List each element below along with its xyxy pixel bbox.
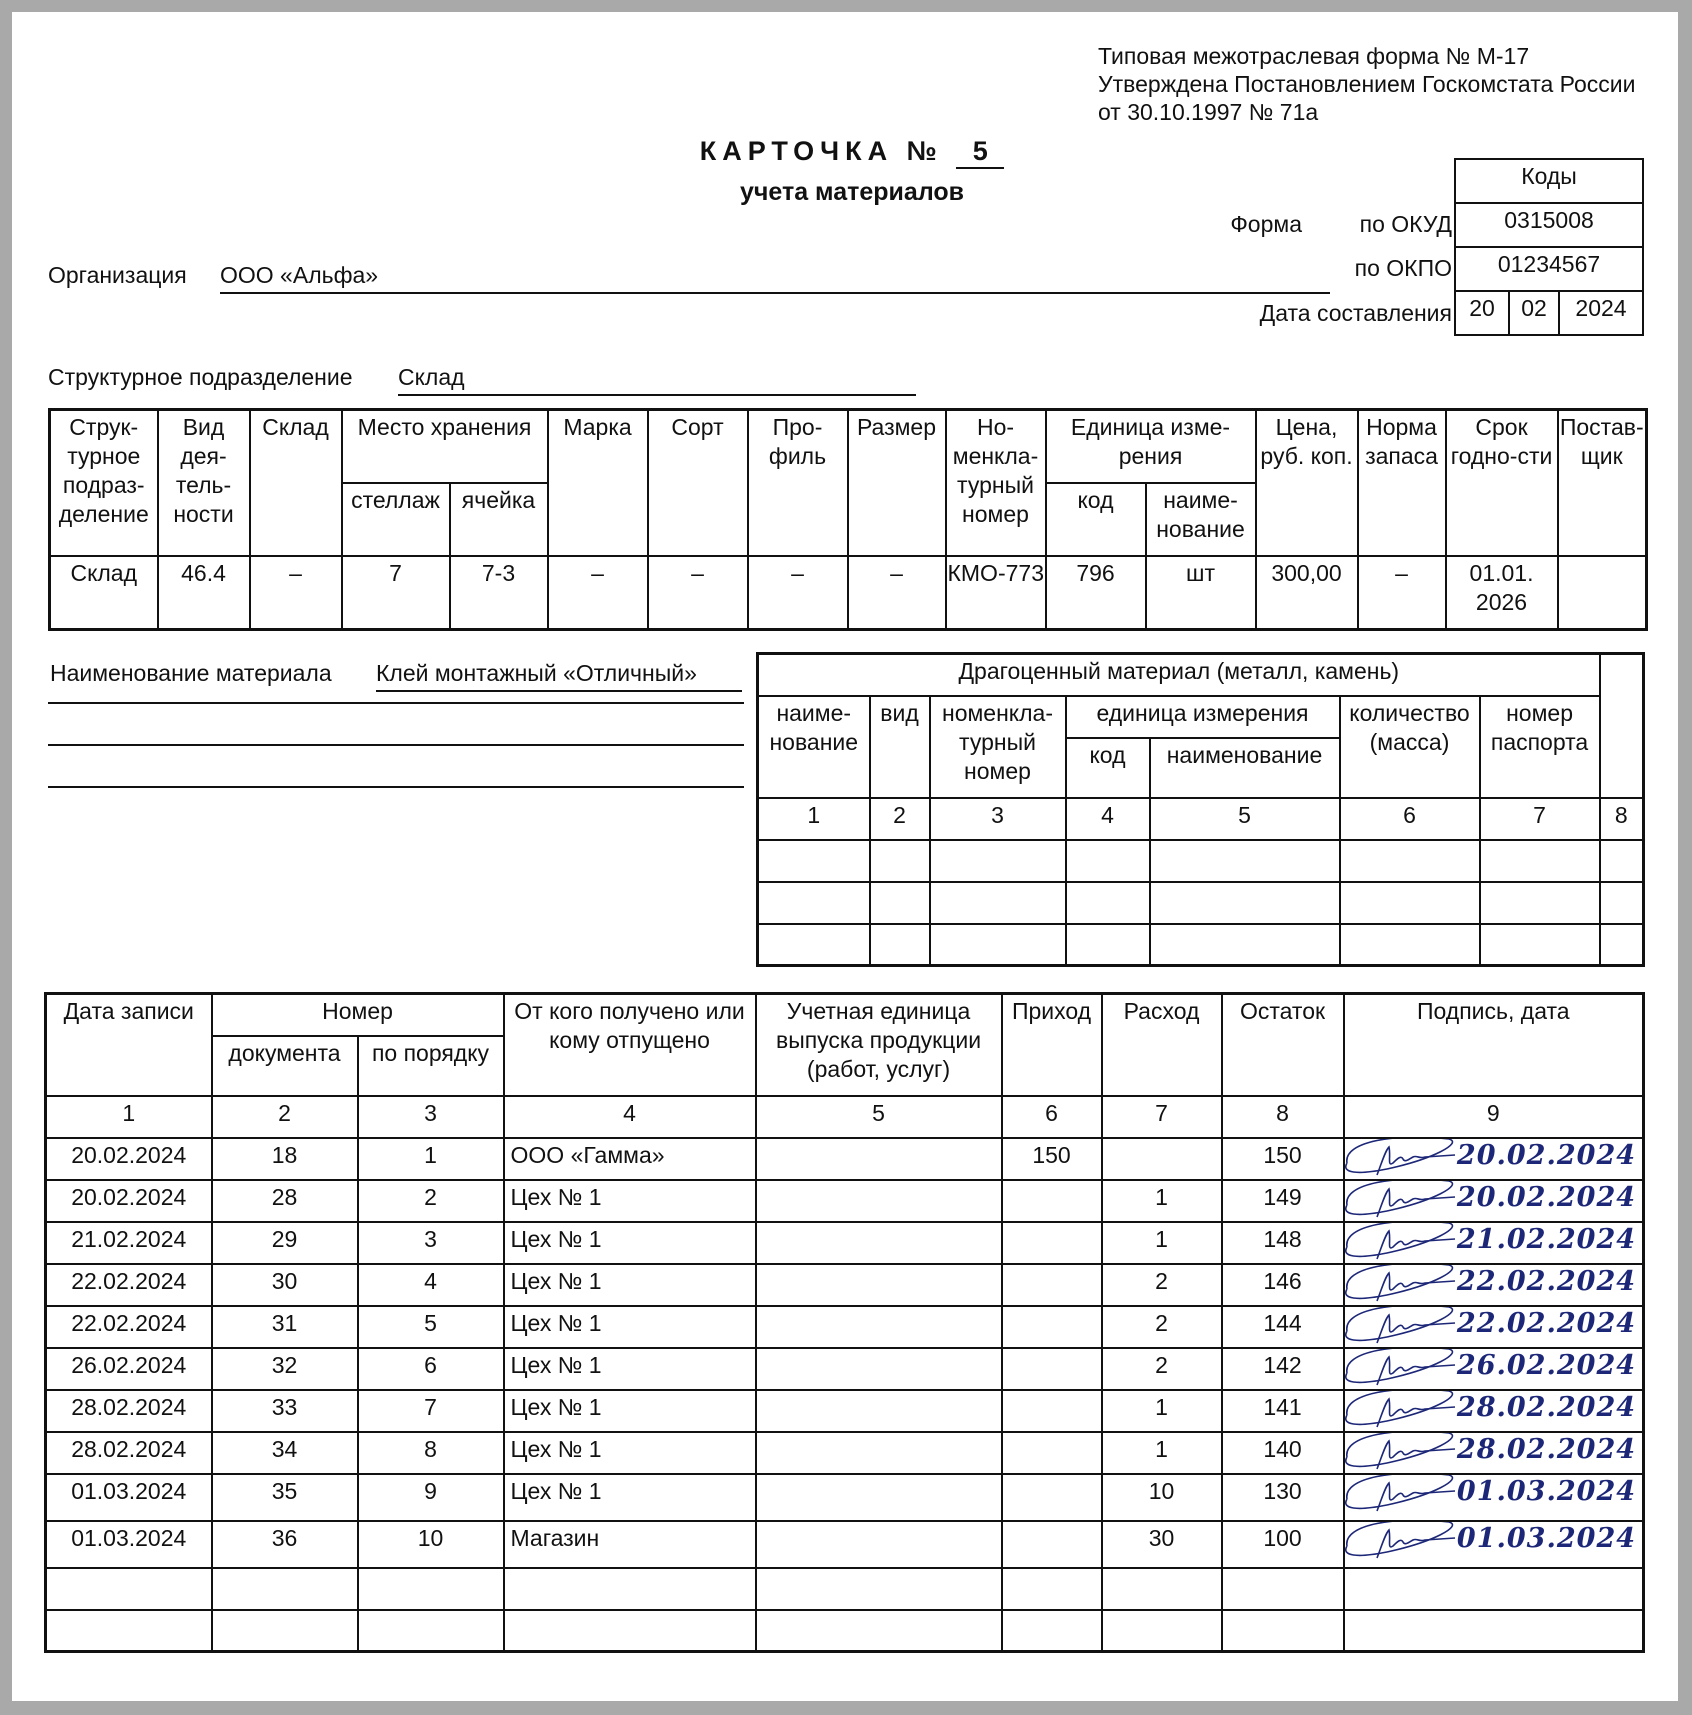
cell-in: 150: [1002, 1138, 1102, 1180]
col-header-brand: Марка: [548, 410, 648, 556]
signature-scribble-icon: [1344, 1138, 1457, 1180]
blank-line: [48, 744, 744, 746]
form-note-line: Типовая межотраслевая форма № М-17: [1098, 43, 1530, 69]
column-number: 6: [1340, 798, 1480, 840]
col-header-from-to: От кого получено или кому отпущено: [504, 994, 756, 1096]
column-number: 6: [1002, 1096, 1102, 1138]
col-header-number: Номер: [212, 994, 504, 1036]
blank-line: [48, 702, 744, 704]
cell-unit: [756, 1222, 1002, 1264]
table-cell: [758, 840, 870, 882]
form-note-line: Утверждена Постановлением Госкомстата России: [1098, 71, 1636, 97]
table-cell: [1340, 882, 1480, 924]
col-header-unit: Учетная единица выпуска продукции (работ, услуг): [756, 994, 1002, 1096]
signature-date: 28.02.2024: [1456, 1391, 1637, 1423]
column-number: 3: [358, 1096, 504, 1138]
cell-unit: [756, 1264, 1002, 1306]
table-cell: [1002, 1568, 1102, 1610]
column-number: 4: [504, 1096, 756, 1138]
col-header-supplier: Постав-щик: [1558, 410, 1647, 556]
table-cell: [1222, 1568, 1344, 1610]
signature-date: 20.02.2024: [1456, 1139, 1637, 1171]
col-subheader-unit-code: код: [1046, 483, 1146, 556]
cell-who: Цех № 1: [504, 1348, 756, 1390]
column-number: 3: [930, 798, 1066, 840]
cell-date: 01.03.2024: [46, 1521, 212, 1568]
material-label: Наименование материала: [50, 660, 332, 686]
cell-rest: 146: [1222, 1264, 1344, 1306]
material-value: Клей монтажный «Отличный»: [376, 660, 697, 686]
cell-unit: [756, 1390, 1002, 1432]
signature-scribble-icon: [1344, 1222, 1457, 1264]
signature-date: 22.02.2024: [1456, 1265, 1637, 1297]
table-cell: [1340, 924, 1480, 966]
cell-out: 1: [1102, 1222, 1222, 1264]
codes-table: [1454, 158, 1644, 336]
cell-date: 28.02.2024: [46, 1390, 212, 1432]
cell-date: 26.02.2024: [46, 1348, 212, 1390]
table-cell: Склад: [50, 556, 158, 630]
cell-in: [1002, 1306, 1102, 1348]
cell-doc: 18: [212, 1138, 358, 1180]
table-cell: [1002, 1610, 1102, 1652]
table-cell: [1480, 840, 1600, 882]
signature-cell: [1344, 1180, 1644, 1222]
table-cell: –: [748, 556, 848, 630]
cell-doc: 29: [212, 1222, 358, 1264]
date-year: 2024: [1559, 291, 1643, 335]
signature-cell: [1344, 1432, 1644, 1474]
table-cell: –: [1358, 556, 1446, 630]
cell-out: 1: [1102, 1180, 1222, 1222]
column-number: 1: [46, 1096, 212, 1138]
cell-in: [1002, 1180, 1102, 1222]
signature-date: 28.02.2024: [1456, 1433, 1637, 1465]
table-cell: [1150, 840, 1340, 882]
precious-material-table: [756, 652, 1645, 967]
table-cell: [1480, 924, 1600, 966]
table-cell: КМО-773: [946, 556, 1046, 630]
cell-order: 10: [358, 1521, 504, 1568]
cell-unit: [756, 1306, 1002, 1348]
table-cell: [870, 924, 930, 966]
cell-out: [1102, 1138, 1222, 1180]
ledger-table: [44, 992, 1645, 1653]
table-cell: [1066, 924, 1150, 966]
table-cell: [1102, 1568, 1222, 1610]
cell-doc: 31: [212, 1306, 358, 1348]
table-cell: [212, 1568, 358, 1610]
col-header-activity: Вид дея-тель-ности: [158, 410, 250, 556]
col-subheader-unit-name: наименование: [1150, 738, 1340, 798]
signature-date: 20.02.2024: [1456, 1181, 1637, 1213]
card-title: [652, 136, 1052, 169]
table-cell: [930, 840, 1066, 882]
col-subheader-rack: стеллаж: [342, 483, 450, 556]
cell-rest: 144: [1222, 1306, 1344, 1348]
cell-order: 4: [358, 1264, 504, 1306]
cell-who: Цех № 1: [504, 1264, 756, 1306]
table-cell: шт: [1146, 556, 1256, 630]
table-cell: [1344, 1568, 1644, 1610]
material-attributes-table: [48, 408, 1648, 631]
col-header-grade: Сорт: [648, 410, 748, 556]
cell-unit: [756, 1432, 1002, 1474]
cell-rest: 142: [1222, 1348, 1344, 1390]
table-cell: [1150, 882, 1340, 924]
cell-rest: 100: [1222, 1521, 1344, 1568]
table-cell: [758, 882, 870, 924]
cell-who: ООО «Гамма»: [504, 1138, 756, 1180]
signature-scribble-icon: [1344, 1264, 1457, 1306]
cell-rest: 148: [1222, 1222, 1344, 1264]
col-header-size: Размер: [848, 410, 946, 556]
signature-scribble-icon: [1344, 1432, 1457, 1474]
col-header-stock-norm: Норма запаса: [1358, 410, 1446, 556]
cell-doc: 34: [212, 1432, 358, 1474]
signature-scribble-icon: [1344, 1180, 1457, 1222]
col-header-name: наиме-нование: [758, 696, 870, 798]
form-note-line: от 30.10.1997 № 71а: [1098, 99, 1319, 125]
column-number: 7: [1480, 798, 1600, 840]
cell-unit: [756, 1138, 1002, 1180]
table-cell: [358, 1610, 504, 1652]
col-header-date: Дата записи: [46, 994, 212, 1096]
column-number: 5: [1150, 798, 1340, 840]
division-value: Склад: [398, 364, 465, 390]
column-number: 9: [1344, 1096, 1644, 1138]
table-cell: [1600, 924, 1644, 966]
table-cell: 46.4: [158, 556, 250, 630]
cell-who: Цех № 1: [504, 1180, 756, 1222]
organization-value-line: [220, 262, 1330, 294]
column-number: 1: [758, 798, 870, 840]
cell-doc: 33: [212, 1390, 358, 1432]
cell-out: 2: [1102, 1306, 1222, 1348]
col-header-kind: вид: [870, 696, 930, 798]
cell-out: 2: [1102, 1264, 1222, 1306]
col-header-passport: номер паспорта: [1480, 696, 1600, 798]
table-cell: [1480, 882, 1600, 924]
table-cell: [930, 882, 1066, 924]
cell-doc: 36: [212, 1521, 358, 1568]
table-cell: [504, 1610, 756, 1652]
col-header-unit: единица измерения: [1066, 696, 1340, 738]
table-cell: 300,00: [1256, 556, 1358, 630]
table-cell: [756, 1568, 1002, 1610]
signature-scribble-icon: [1344, 1348, 1457, 1390]
cell-out: 2: [1102, 1348, 1222, 1390]
cell-who: Цех № 1: [504, 1390, 756, 1432]
col-header-price: Цена, руб. коп.: [1256, 410, 1358, 556]
signature-cell: [1344, 1264, 1644, 1306]
cell-who: Цех № 1: [504, 1222, 756, 1264]
date-label: Дата составления: [1259, 300, 1452, 326]
cell-rest: 130: [1222, 1474, 1344, 1521]
ledger-row: [46, 1222, 1644, 1264]
card-number: 5: [956, 136, 1004, 169]
signature-cell: [1344, 1222, 1644, 1264]
cell-out: 30: [1102, 1521, 1222, 1568]
col-header-division: Струк-турное подраз-деление: [50, 410, 158, 556]
cell-date: 20.02.2024: [46, 1138, 212, 1180]
cell-date: 21.02.2024: [46, 1222, 212, 1264]
form-label: Форма: [1230, 211, 1302, 237]
cell-unit: [756, 1521, 1002, 1568]
col-header-item-number: номенкла-турный номер: [930, 696, 1066, 798]
ledger-row: [46, 1521, 1644, 1568]
column-number: 8: [1600, 798, 1644, 840]
col-header-storage-place: Место хранения: [342, 410, 548, 483]
table-cell: [870, 840, 930, 882]
cell-who: Цех № 1: [504, 1474, 756, 1521]
table-cell: –: [648, 556, 748, 630]
cell-order: 3: [358, 1222, 504, 1264]
cell-in: [1002, 1348, 1102, 1390]
ledger-row: [46, 1348, 1644, 1390]
signature-date: 26.02.2024: [1456, 1349, 1637, 1381]
date-month: 02: [1509, 291, 1559, 335]
okud-value: 0315008: [1455, 203, 1643, 247]
col-header-rest: Остаток: [1222, 994, 1344, 1096]
ledger-row: [46, 1432, 1644, 1474]
table-cell: [758, 924, 870, 966]
cell-out: 10: [1102, 1474, 1222, 1521]
cell-in: [1002, 1390, 1102, 1432]
table-cell: [46, 1568, 212, 1610]
table-cell: –: [250, 556, 342, 630]
okpo-value: 01234567: [1455, 247, 1643, 291]
cell-in: [1002, 1521, 1102, 1568]
okpo-label: по ОКПО: [1354, 255, 1452, 281]
okud-label: по ОКУД: [1359, 211, 1452, 237]
signature-date: 01.03.2024: [1456, 1475, 1637, 1507]
column-number: 8: [1222, 1096, 1344, 1138]
cell-doc: 28: [212, 1180, 358, 1222]
cell-date: 28.02.2024: [46, 1432, 212, 1474]
signature-scribble-icon: [1344, 1306, 1457, 1348]
document-page: [12, 12, 1678, 1701]
table-cell: [1066, 840, 1150, 882]
cell-order: 2: [358, 1180, 504, 1222]
cell-who: Цех № 1: [504, 1306, 756, 1348]
cell-order: 5: [358, 1306, 504, 1348]
signature-scribble-icon: [1344, 1390, 1457, 1432]
col-subheader-code: код: [1066, 738, 1150, 798]
cell-in: [1002, 1222, 1102, 1264]
table-cell: 7-3: [450, 556, 548, 630]
ledger-row: [46, 1138, 1644, 1180]
table-cell: [1222, 1610, 1344, 1652]
column-number: 5: [756, 1096, 1002, 1138]
material-value-line: [376, 660, 742, 692]
signature-date: 21.02.2024: [1456, 1223, 1637, 1255]
table-cell: [1600, 654, 1644, 798]
signature-date: 22.02.2024: [1456, 1307, 1637, 1339]
cell-unit: [756, 1180, 1002, 1222]
col-subheader-cell: ячейка: [450, 483, 548, 556]
table-cell: [1340, 840, 1480, 882]
signature-cell: [1344, 1306, 1644, 1348]
table-cell: [930, 924, 1066, 966]
signature-cell: [1344, 1348, 1644, 1390]
cell-date: 22.02.2024: [46, 1264, 212, 1306]
table-cell: 01.01. 2026: [1446, 556, 1558, 630]
table-cell: [756, 1610, 1002, 1652]
signature-cell: [1344, 1390, 1644, 1432]
cell-in: [1002, 1474, 1102, 1521]
codes-header: Коды: [1455, 159, 1643, 203]
cell-doc: 32: [212, 1348, 358, 1390]
table-cell: [1150, 924, 1340, 966]
cell-who: Магазин: [504, 1521, 756, 1568]
blank-line: [48, 786, 744, 788]
division-value-line: [398, 364, 916, 396]
col-header-profile: Про-филь: [748, 410, 848, 556]
signature-scribble-icon: [1344, 1474, 1457, 1521]
col-header-warehouse: Склад: [250, 410, 342, 556]
cell-rest: 149: [1222, 1180, 1344, 1222]
col-header-expiry: Срок годно-сти: [1446, 410, 1558, 556]
col-header-out: Расход: [1102, 994, 1222, 1096]
column-number: 4: [1066, 798, 1150, 840]
card-title-prefix: КАРТОЧКА №: [699, 136, 943, 166]
ledger-rows: [46, 1138, 1644, 1568]
table-cell: 796: [1046, 556, 1146, 630]
signature-date: 01.03.2024: [1456, 1522, 1637, 1554]
col-header-in: Приход: [1002, 994, 1102, 1096]
ledger-row: [46, 1390, 1644, 1432]
table-cell: [1066, 882, 1150, 924]
table-cell: [46, 1610, 212, 1652]
table-cell: [1600, 882, 1644, 924]
date-day: 20: [1455, 291, 1509, 335]
signature-scribble-icon: [1344, 1521, 1457, 1568]
table-cell: [1600, 840, 1644, 882]
cell-unit: [756, 1474, 1002, 1521]
cell-date: 20.02.2024: [46, 1180, 212, 1222]
signature-cell: [1344, 1138, 1644, 1180]
column-number: 2: [212, 1096, 358, 1138]
table-cell: [870, 882, 930, 924]
table-cell: [212, 1610, 358, 1652]
cell-order: 7: [358, 1390, 504, 1432]
col-header-sign: Подпись, дата: [1344, 994, 1644, 1096]
table-cell: 7: [342, 556, 450, 630]
table-cell: [1344, 1610, 1644, 1652]
cell-date: 01.03.2024: [46, 1474, 212, 1521]
cell-rest: 150: [1222, 1138, 1344, 1180]
organization-label: Организация: [48, 262, 187, 288]
cell-unit: [756, 1348, 1002, 1390]
form-note: [1098, 42, 1635, 126]
ledger-row: [46, 1180, 1644, 1222]
signature-cell: [1344, 1474, 1644, 1521]
cell-order: 9: [358, 1474, 504, 1521]
precious-title: Драгоценный материал (металл, камень): [758, 654, 1600, 696]
table-cell: [1102, 1610, 1222, 1652]
cell-who: Цех № 1: [504, 1432, 756, 1474]
cell-date: 22.02.2024: [46, 1306, 212, 1348]
table-cell: [504, 1568, 756, 1610]
table-cell: –: [548, 556, 648, 630]
cell-out: 1: [1102, 1390, 1222, 1432]
card-subtitle: учета материалов: [739, 178, 965, 206]
cell-order: 6: [358, 1348, 504, 1390]
organization-value: ООО «Альфа»: [220, 262, 379, 288]
column-number: 7: [1102, 1096, 1222, 1138]
cell-doc: 30: [212, 1264, 358, 1306]
ledger-row: [46, 1474, 1644, 1521]
cell-rest: 140: [1222, 1432, 1344, 1474]
cell-out: 1: [1102, 1432, 1222, 1474]
table-cell: –: [848, 556, 946, 630]
cell-in: [1002, 1264, 1102, 1306]
signature-cell: [1344, 1521, 1644, 1568]
ledger-row: [46, 1264, 1644, 1306]
column-number: 2: [870, 798, 930, 840]
col-subheader-doc: документа: [212, 1036, 358, 1096]
col-subheader-unit-name: наиме-нование: [1146, 483, 1256, 556]
ledger-row: [46, 1306, 1644, 1348]
col-subheader-order: по порядку: [358, 1036, 504, 1096]
division-label: Структурное подразделение: [48, 364, 353, 390]
cell-order: 8: [358, 1432, 504, 1474]
col-header-item-number: Но-менкла-турный номер: [946, 410, 1046, 556]
cell-doc: 35: [212, 1474, 358, 1521]
cell-order: 1: [358, 1138, 504, 1180]
col-header-quantity: количество (масса): [1340, 696, 1480, 798]
cell-in: [1002, 1432, 1102, 1474]
table-cell: [358, 1568, 504, 1610]
col-header-unit: Единица изме-рения: [1046, 410, 1256, 483]
cell-rest: 141: [1222, 1390, 1344, 1432]
